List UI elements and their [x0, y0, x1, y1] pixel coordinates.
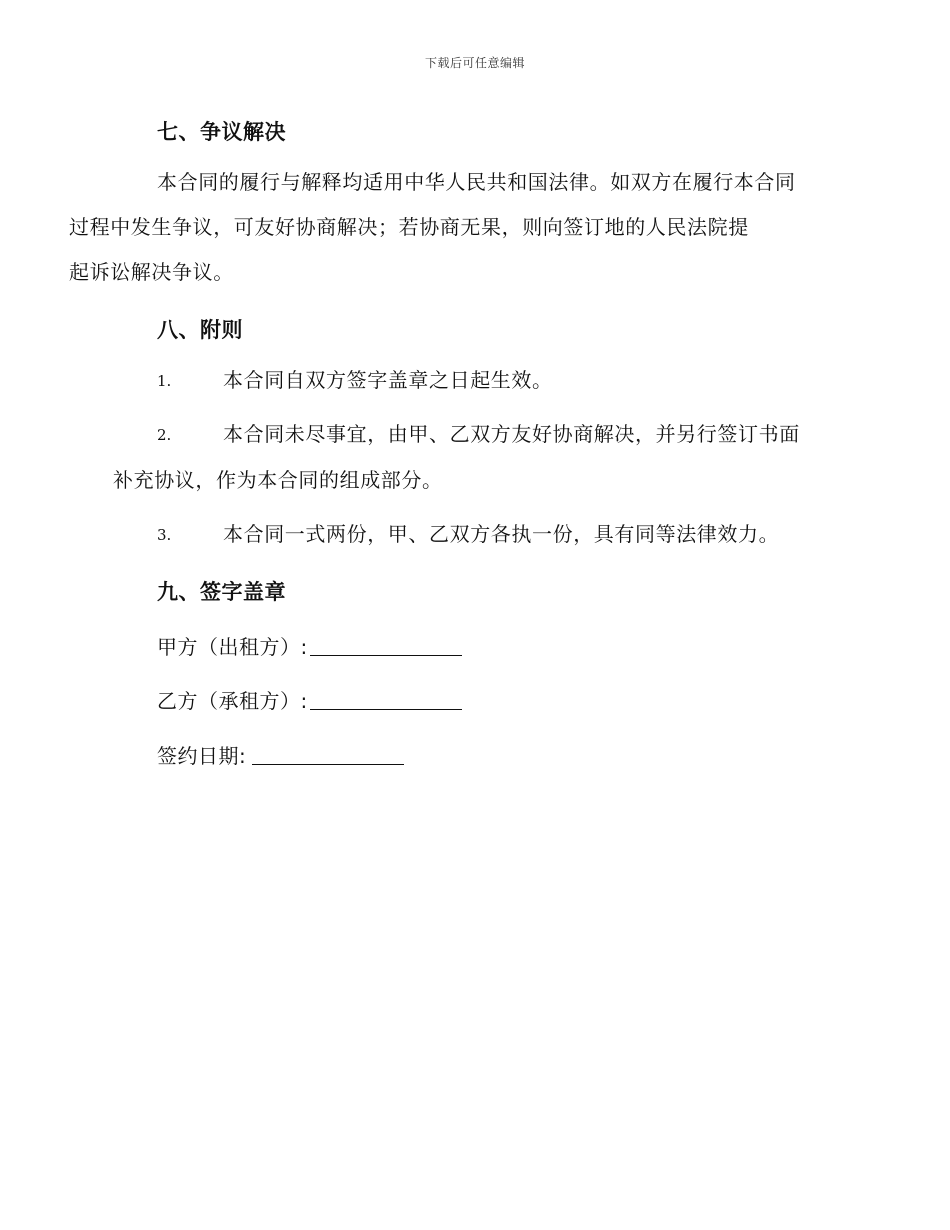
clause-item-2	[113, 412, 838, 503]
paragraph-line: 过程中发生争议，可友好协商解决；若协商无果，则向签订地的人民法院提	[69, 215, 749, 239]
clause-text: 本合同自双方签字盖章之日起生效。	[223, 368, 553, 392]
section-9-title: 九、签字盖章	[157, 580, 286, 604]
clause-item-1	[113, 358, 838, 404]
page-header: 下载后可任意编辑	[424, 56, 525, 70]
party-a-label: 甲方（出租方）:	[157, 635, 308, 659]
party-b-signature-line	[157, 685, 462, 714]
paragraph-line: 本合同的履行与解释均适用中华人民共和国法律。如双方在履行本合同	[157, 170, 796, 194]
clause-text: 本合同一式两份，甲、乙双方各执一份，具有同等法律效力。	[223, 522, 780, 546]
clause-text-continued: 补充协议，作为本合同的组成部分。	[113, 468, 443, 492]
clause-text: 本合同未尽事宜，由甲、乙双方友好协商解决，并另行签订书面	[223, 422, 800, 446]
date-blank	[252, 746, 404, 765]
signing-date-line	[157, 740, 404, 769]
section-8-title: 八、附则	[157, 318, 243, 342]
section-7-title: 七、争议解决	[157, 120, 286, 144]
date-label: 签约日期:	[157, 744, 247, 768]
party-a-signature-blank	[310, 637, 462, 656]
clause-item-3	[113, 512, 838, 558]
clause-number: 3.	[157, 526, 172, 544]
clause-number: 1.	[157, 372, 172, 390]
section-7-paragraph	[69, 160, 838, 295]
party-b-signature-blank	[310, 691, 462, 710]
paragraph-line: 起诉讼解决争议。	[69, 260, 234, 284]
party-a-signature-line	[157, 631, 462, 660]
party-b-label: 乙方（承租方）:	[157, 689, 308, 713]
clause-number: 2.	[157, 426, 172, 444]
